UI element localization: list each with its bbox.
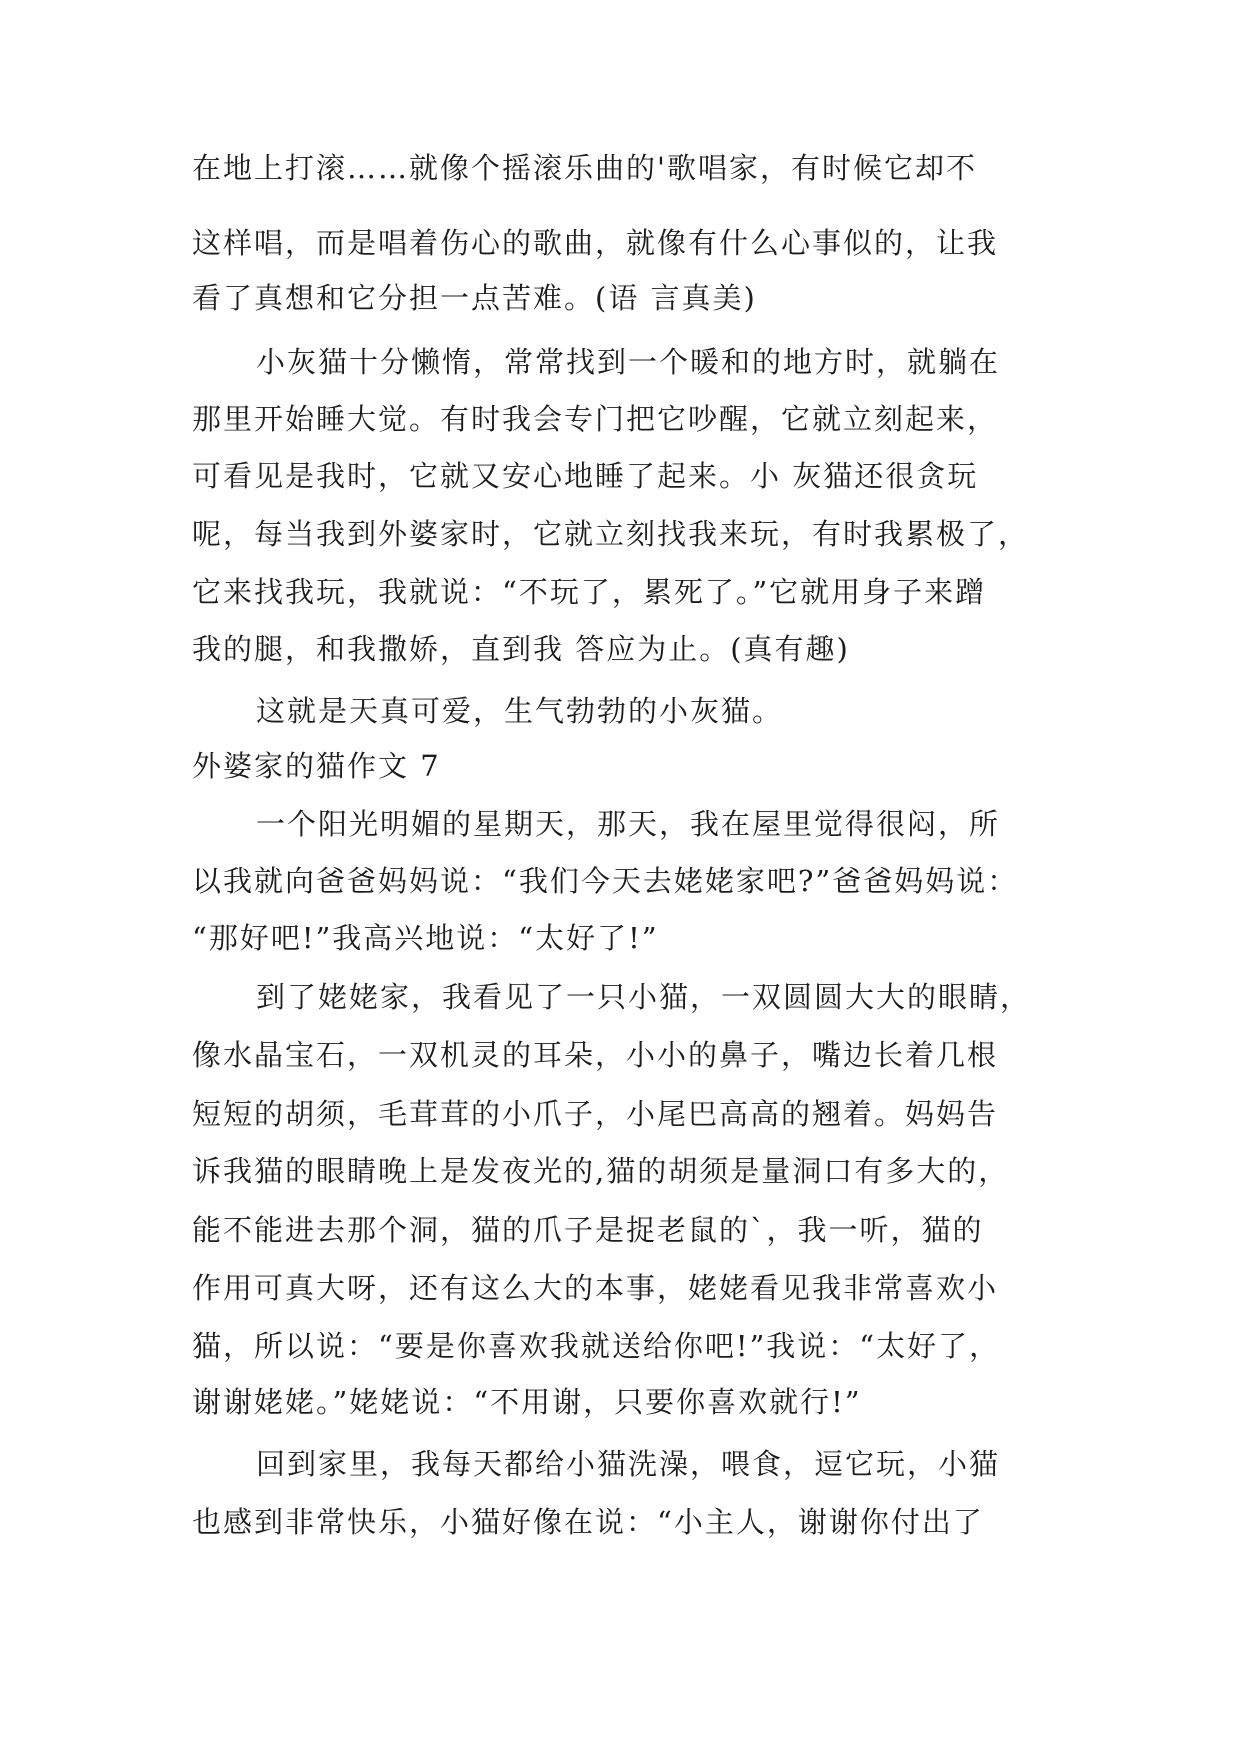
text-line: 可看见是我时，它就又安心地睡了起来。小 灰猫还很贪玩 [192,459,979,493]
text-line: 这就是天真可爱，生气勃勃的小灰猫。 [256,694,784,728]
text-line: 也感到非常快乐，小猫好像在说：“小主人，谢谢你付出了 [192,1505,984,1539]
text-line: 一个阳光明媚的星期天，那天，我在屋里觉得很闷，所 [256,807,1001,841]
text-line: 短短的胡须，毛茸茸的小爪子，小尾巴高高的翘着。妈妈告 [192,1097,999,1131]
text-line: 它来找我玩，我就说：“不玩了，累死了。”它就用身子来蹭 [192,575,987,609]
text-line: 猫，所以说：“要是你喜欢我就送给你吧!”我说：“太好了， [192,1329,1001,1363]
text-line: 看了真想和它分担一点苦难。(语 言真美) [192,281,757,315]
text-line: 像水晶宝石，一双机灵的耳朵，小小的鼻子，嘴边长着几根 [192,1038,999,1072]
section-heading: 外婆家的猫作文 7 [192,749,441,783]
text-line: 我的腿，和我撒娇，直到我 答应为止。(真有趣) [192,632,850,666]
text-line: 回到家里，我每天都给小猫洗澡，喂食，逗它玩，小猫 [256,1447,1001,1481]
text-line: 小灰猫十分懒惰，常常找到一个暖和的地方时，就躺在 [256,345,1001,379]
text-line: 诉我猫的眼睛晚上是发夜光的,猫的胡须是量洞口有多大的， [192,1154,1010,1188]
text-line: 到了姥姥家，我看见了一只小猫，一双圆圆大大的眼睛， [256,980,1032,1014]
text-line: 呢，每当我到外婆家时，它就立刻找我来玩，有时我累极了， [192,517,1030,551]
text-line: 谢谢姥姥。”姥姥说：“不用谢，只要你喜欢就行!” [192,1385,862,1419]
text-line: 在地上打滚……就像个摇滚乐曲的'歌唱家，有时候它却不 [192,151,977,185]
text-line: 那里开始睡大觉。有时我会专门把它吵醒，它就立刻起来， [192,402,999,436]
text-line: 作用可真大呀，还有这么大的本事，姥姥看见我非常喜欢小 [192,1271,999,1305]
text-line: “那好吧!”我高兴地说：“太好了!” [192,921,659,955]
text-line: 以我就向爸爸妈妈说：“我们今天去姥姥家吧?”爸爸妈妈说： [192,864,1019,898]
text-line: 能不能进去那个洞，猫的爪子是捉老鼠的`，我一听，猫的 [192,1213,984,1247]
text-line: 这样唱，而是唱着伤心的歌曲，就像有什么心事似的，让我 [192,226,999,260]
